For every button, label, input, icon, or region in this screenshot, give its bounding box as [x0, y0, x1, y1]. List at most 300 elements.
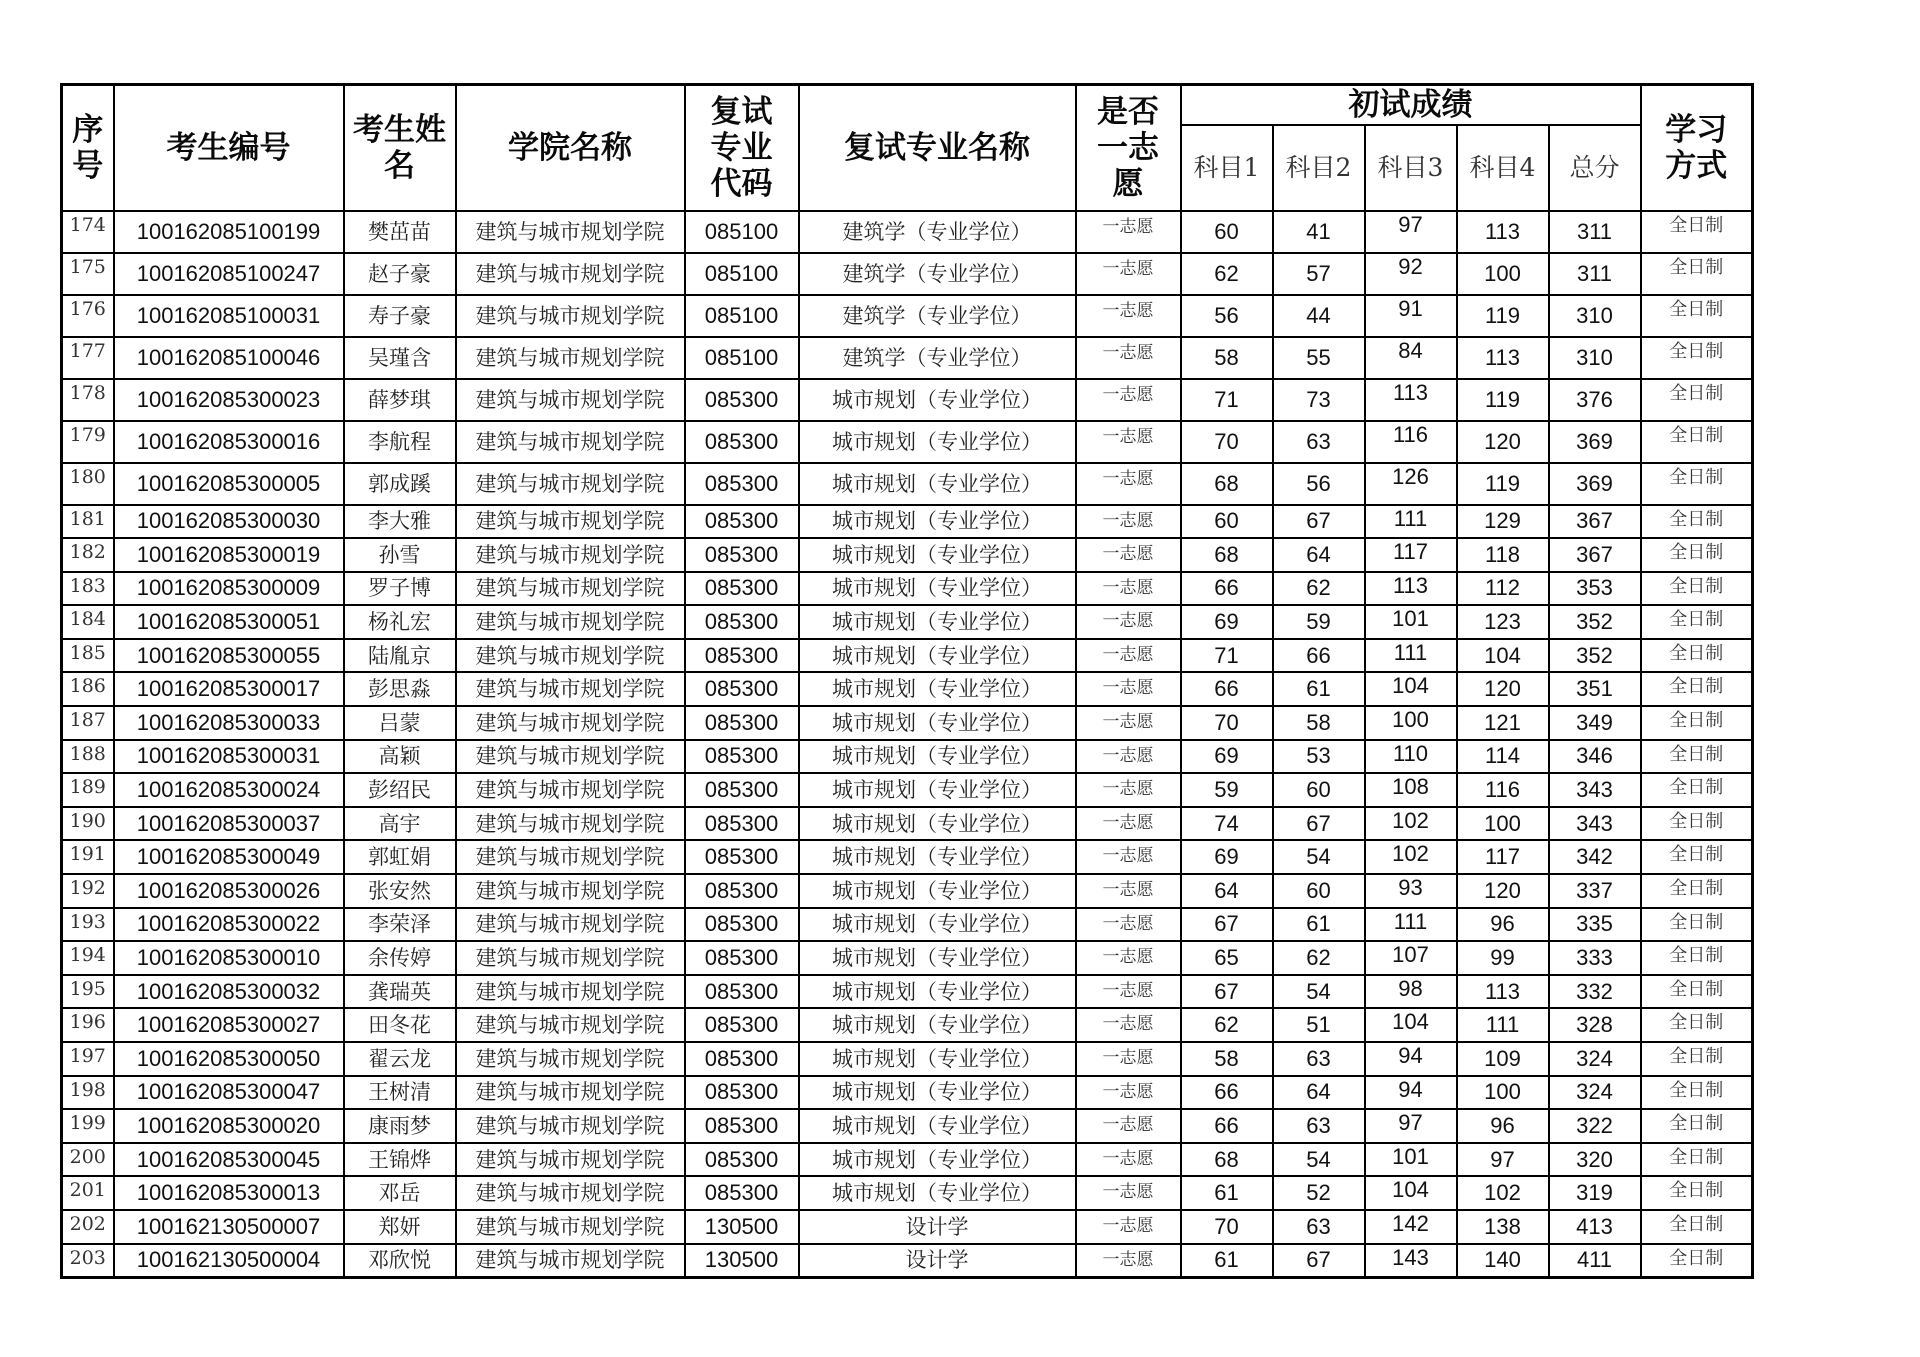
- cell-subject3: 94: [1365, 1042, 1457, 1076]
- cell-subject1: 69: [1181, 605, 1273, 639]
- cell-no: 185: [62, 639, 114, 673]
- cell-major-name: 城市规划（专业学位）: [799, 975, 1076, 1009]
- cell-subject1: 70: [1181, 706, 1273, 740]
- cell-study-mode: 全日制: [1641, 773, 1753, 807]
- cell-no: 187: [62, 706, 114, 740]
- cell-name: 吴瑾含: [344, 337, 456, 379]
- cell-subject4: 100: [1457, 253, 1549, 295]
- cell-total: 346: [1549, 740, 1641, 774]
- table-row: [62, 1076, 1753, 1110]
- cell-subject3: 117: [1365, 538, 1457, 572]
- cell-no: 195: [62, 975, 114, 1009]
- table-row: [62, 740, 1753, 774]
- cell-college: 建筑与城市规划学院: [456, 1008, 685, 1042]
- cell-subject1: 69: [1181, 840, 1273, 874]
- cell-exam-id: 100162085300010: [114, 941, 344, 975]
- cell-subject1: 68: [1181, 1143, 1273, 1177]
- cell-study-mode: 全日制: [1641, 463, 1753, 505]
- cell-subject2: 57: [1273, 253, 1365, 295]
- cell-total: 349: [1549, 706, 1641, 740]
- cell-study-mode: 全日制: [1641, 379, 1753, 421]
- cell-name: 李大雅: [344, 505, 456, 539]
- cell-college: 建筑与城市规划学院: [456, 773, 685, 807]
- cell-subject4: 100: [1457, 807, 1549, 841]
- table-row: [62, 295, 1753, 337]
- cell-major-code: 085300: [685, 463, 799, 505]
- cell-exam-id: 100162085100046: [114, 337, 344, 379]
- table-row: [62, 1109, 1753, 1143]
- cell-study-mode: 全日制: [1641, 840, 1753, 874]
- table-body: [62, 211, 1753, 1278]
- cell-college: 建筑与城市规划学院: [456, 1143, 685, 1177]
- table-row: [62, 337, 1753, 379]
- cell-subject1: 59: [1181, 773, 1273, 807]
- cell-no: 201: [62, 1176, 114, 1210]
- cell-major-code: 085300: [685, 941, 799, 975]
- cell-subject2: 56: [1273, 463, 1365, 505]
- cell-subject1: 58: [1181, 1042, 1273, 1076]
- cell-no: 193: [62, 908, 114, 942]
- cell-no: 191: [62, 840, 114, 874]
- cell-college: 建筑与城市规划学院: [456, 706, 685, 740]
- cell-name: 王树清: [344, 1076, 456, 1110]
- cell-subject3: 104: [1365, 672, 1457, 706]
- table-row: [62, 807, 1753, 841]
- cell-no: 200: [62, 1143, 114, 1177]
- cell-subject3: 97: [1365, 211, 1457, 253]
- cell-name: 李航程: [344, 421, 456, 463]
- cell-study-mode: 全日制: [1641, 295, 1753, 337]
- cell-major-name: 城市规划（专业学位）: [799, 941, 1076, 975]
- cell-major-code: 085300: [685, 706, 799, 740]
- cell-subject3: 113: [1365, 572, 1457, 606]
- cell-total: 320: [1549, 1143, 1641, 1177]
- cell-no: 178: [62, 379, 114, 421]
- cell-first-choice: 一志愿: [1076, 941, 1181, 975]
- cell-major-name: 建筑学（专业学位）: [799, 337, 1076, 379]
- cell-major-name: 城市规划（专业学位）: [799, 639, 1076, 673]
- table-row: [62, 605, 1753, 639]
- cell-name: 王锦烨: [344, 1143, 456, 1177]
- cell-subject2: 63: [1273, 1109, 1365, 1143]
- cell-first-choice: 一志愿: [1076, 1176, 1181, 1210]
- cell-study-mode: 全日制: [1641, 874, 1753, 908]
- cell-subject1: 66: [1181, 672, 1273, 706]
- cell-study-mode: 全日制: [1641, 505, 1753, 539]
- cell-subject3: 143: [1365, 1244, 1457, 1278]
- cell-name: 郭成蹊: [344, 463, 456, 505]
- table-row: [62, 639, 1753, 673]
- cell-major-code: 130500: [685, 1210, 799, 1244]
- cell-major-code: 085300: [685, 538, 799, 572]
- cell-exam-id: 100162085300047: [114, 1076, 344, 1110]
- cell-subject2: 67: [1273, 505, 1365, 539]
- cell-first-choice: 一志愿: [1076, 975, 1181, 1009]
- cell-subject3: 101: [1365, 1143, 1457, 1177]
- cell-first-choice: 一志愿: [1076, 211, 1181, 253]
- cell-no: 181: [62, 505, 114, 539]
- table-row: [62, 253, 1753, 295]
- table-row: [62, 538, 1753, 572]
- cell-study-mode: 全日制: [1641, 572, 1753, 606]
- table-row: [62, 908, 1753, 942]
- cell-study-mode: 全日制: [1641, 253, 1753, 295]
- cell-college: 建筑与城市规划学院: [456, 1210, 685, 1244]
- cell-study-mode: 全日制: [1641, 1008, 1753, 1042]
- cell-name: 郭虹娟: [344, 840, 456, 874]
- table-row: [62, 421, 1753, 463]
- cell-subject2: 59: [1273, 605, 1365, 639]
- cell-subject1: 60: [1181, 505, 1273, 539]
- cell-subject3: 107: [1365, 941, 1457, 975]
- cell-subject3: 102: [1365, 807, 1457, 841]
- cell-first-choice: 一志愿: [1076, 253, 1181, 295]
- cell-total: 353: [1549, 572, 1641, 606]
- cell-major-code: 085300: [685, 740, 799, 774]
- cell-subject4: 102: [1457, 1176, 1549, 1210]
- cell-subject1: 70: [1181, 1210, 1273, 1244]
- cell-first-choice: 一志愿: [1076, 1109, 1181, 1143]
- header-major-code: 复试专业代码: [685, 85, 799, 211]
- cell-exam-id: 100162085300033: [114, 706, 344, 740]
- cell-major-name: 建筑学（专业学位）: [799, 211, 1076, 253]
- header-subject1: 科目1: [1181, 125, 1273, 211]
- cell-first-choice: 一志愿: [1076, 1244, 1181, 1278]
- table-row: [62, 505, 1753, 539]
- cell-name: 田冬花: [344, 1008, 456, 1042]
- cell-college: 建筑与城市规划学院: [456, 908, 685, 942]
- cell-major-name: 城市规划（专业学位）: [799, 605, 1076, 639]
- cell-no: 194: [62, 941, 114, 975]
- cell-subject3: 116: [1365, 421, 1457, 463]
- cell-subject4: 118: [1457, 538, 1549, 572]
- table-row: [62, 874, 1753, 908]
- cell-no: 176: [62, 295, 114, 337]
- cell-subject1: 71: [1181, 379, 1273, 421]
- cell-no: 175: [62, 253, 114, 295]
- cell-name: 邓欣悦: [344, 1244, 456, 1278]
- cell-first-choice: 一志愿: [1076, 773, 1181, 807]
- cell-name: 余传婷: [344, 941, 456, 975]
- cell-name: 翟云龙: [344, 1042, 456, 1076]
- cell-major-code: 085300: [685, 505, 799, 539]
- cell-total: 311: [1549, 211, 1641, 253]
- cell-college: 建筑与城市规划学院: [456, 505, 685, 539]
- cell-total: 311: [1549, 253, 1641, 295]
- cell-first-choice: 一志愿: [1076, 538, 1181, 572]
- cell-no: 198: [62, 1076, 114, 1110]
- cell-college: 建筑与城市规划学院: [456, 807, 685, 841]
- cell-exam-id: 100162085300030: [114, 505, 344, 539]
- cell-college: 建筑与城市规划学院: [456, 538, 685, 572]
- cell-name: 李荣泽: [344, 908, 456, 942]
- cell-major-code: 085300: [685, 874, 799, 908]
- cell-study-mode: 全日制: [1641, 706, 1753, 740]
- cell-exam-id: 100162130500007: [114, 1210, 344, 1244]
- header-subject4: 科目4: [1457, 125, 1549, 211]
- cell-name: 高颖: [344, 740, 456, 774]
- cell-college: 建筑与城市规划学院: [456, 421, 685, 463]
- cell-subject3: 100: [1365, 706, 1457, 740]
- cell-major-name: 城市规划（专业学位）: [799, 706, 1076, 740]
- header-major-name: 复试专业名称: [799, 85, 1076, 211]
- cell-subject2: 54: [1273, 1143, 1365, 1177]
- cell-subject3: 101: [1365, 605, 1457, 639]
- cell-subject3: 104: [1365, 1008, 1457, 1042]
- cell-major-code: 085300: [685, 1008, 799, 1042]
- cell-college: 建筑与城市规划学院: [456, 740, 685, 774]
- cell-name: 邓岳: [344, 1176, 456, 1210]
- cell-major-code: 085100: [685, 253, 799, 295]
- cell-subject3: 113: [1365, 379, 1457, 421]
- cell-major-code: 085300: [685, 908, 799, 942]
- table-row: [62, 1008, 1753, 1042]
- cell-subject1: 71: [1181, 639, 1273, 673]
- cell-total: 413: [1549, 1210, 1641, 1244]
- cell-subject4: 112: [1457, 572, 1549, 606]
- cell-exam-id: 100162085300020: [114, 1109, 344, 1143]
- table-header: [62, 85, 1753, 211]
- cell-subject1: 74: [1181, 807, 1273, 841]
- table-row: [62, 1244, 1753, 1278]
- cell-study-mode: 全日制: [1641, 908, 1753, 942]
- cell-name: 康雨梦: [344, 1109, 456, 1143]
- cell-first-choice: 一志愿: [1076, 874, 1181, 908]
- cell-total: 351: [1549, 672, 1641, 706]
- cell-subject4: 140: [1457, 1244, 1549, 1278]
- cell-subject3: 84: [1365, 337, 1457, 379]
- cell-study-mode: 全日制: [1641, 605, 1753, 639]
- cell-exam-id: 100162085100199: [114, 211, 344, 253]
- cell-subject4: 116: [1457, 773, 1549, 807]
- table-row: [62, 463, 1753, 505]
- cell-total: 319: [1549, 1176, 1641, 1210]
- cell-major-code: 085300: [685, 975, 799, 1009]
- table-row: [62, 572, 1753, 606]
- cell-first-choice: 一志愿: [1076, 672, 1181, 706]
- cell-exam-id: 100162085300051: [114, 605, 344, 639]
- cell-subject2: 41: [1273, 211, 1365, 253]
- cell-subject4: 113: [1457, 975, 1549, 1009]
- cell-major-code: 085300: [685, 379, 799, 421]
- cell-college: 建筑与城市规划学院: [456, 337, 685, 379]
- cell-study-mode: 全日制: [1641, 421, 1753, 463]
- cell-subject2: 67: [1273, 807, 1365, 841]
- cell-major-name: 城市规划（专业学位）: [799, 672, 1076, 706]
- cell-major-code: 085100: [685, 337, 799, 379]
- cell-subject1: 61: [1181, 1244, 1273, 1278]
- cell-major-code: 085300: [685, 1042, 799, 1076]
- cell-subject1: 62: [1181, 253, 1273, 295]
- cell-study-mode: 全日制: [1641, 807, 1753, 841]
- cell-major-code: 085300: [685, 572, 799, 606]
- cell-total: 343: [1549, 807, 1641, 841]
- cell-subject2: 62: [1273, 572, 1365, 606]
- header-exam-id: 考生编号: [114, 85, 344, 211]
- cell-name: 吕蒙: [344, 706, 456, 740]
- cell-major-code: 085300: [685, 1076, 799, 1110]
- cell-subject2: 60: [1273, 773, 1365, 807]
- cell-total: 367: [1549, 538, 1641, 572]
- cell-subject4: 129: [1457, 505, 1549, 539]
- cell-exam-id: 100162085300026: [114, 874, 344, 908]
- cell-no: 184: [62, 605, 114, 639]
- cell-major-name: 城市规划（专业学位）: [799, 1143, 1076, 1177]
- cell-subject1: 65: [1181, 941, 1273, 975]
- cell-subject2: 66: [1273, 639, 1365, 673]
- cell-exam-id: 100162085300027: [114, 1008, 344, 1042]
- cell-total: 324: [1549, 1042, 1641, 1076]
- cell-subject4: 120: [1457, 421, 1549, 463]
- cell-no: 197: [62, 1042, 114, 1076]
- cell-name: 薛梦琪: [344, 379, 456, 421]
- cell-name: 郑妍: [344, 1210, 456, 1244]
- cell-study-mode: 全日制: [1641, 1076, 1753, 1110]
- cell-college: 建筑与城市规划学院: [456, 211, 685, 253]
- cell-major-name: 城市规划（专业学位）: [799, 1176, 1076, 1210]
- cell-study-mode: 全日制: [1641, 337, 1753, 379]
- cell-major-code: 085300: [685, 605, 799, 639]
- cell-college: 建筑与城市规划学院: [456, 941, 685, 975]
- cell-no: 188: [62, 740, 114, 774]
- cell-subject1: 69: [1181, 740, 1273, 774]
- cell-major-code: 085300: [685, 421, 799, 463]
- cell-subject3: 126: [1365, 463, 1457, 505]
- cell-study-mode: 全日制: [1641, 1176, 1753, 1210]
- cell-exam-id: 100162085300045: [114, 1143, 344, 1177]
- cell-study-mode: 全日制: [1641, 1244, 1753, 1278]
- cell-major-code: 085300: [685, 773, 799, 807]
- table-row: [62, 941, 1753, 975]
- cell-total: 369: [1549, 463, 1641, 505]
- cell-college: 建筑与城市规划学院: [456, 874, 685, 908]
- cell-no: 186: [62, 672, 114, 706]
- cell-major-name: 设计学: [799, 1210, 1076, 1244]
- cell-first-choice: 一志愿: [1076, 572, 1181, 606]
- cell-subject3: 97: [1365, 1109, 1457, 1143]
- cell-major-code: 085300: [685, 639, 799, 673]
- cell-total: 376: [1549, 379, 1641, 421]
- cell-subject3: 94: [1365, 1076, 1457, 1110]
- cell-name: 孙雪: [344, 538, 456, 572]
- cell-subject2: 44: [1273, 295, 1365, 337]
- cell-major-code: 085300: [685, 1109, 799, 1143]
- cell-exam-id: 100162085300022: [114, 908, 344, 942]
- cell-subject3: 104: [1365, 1176, 1457, 1210]
- cell-major-code: 085300: [685, 1143, 799, 1177]
- cell-subject1: 64: [1181, 874, 1273, 908]
- cell-study-mode: 全日制: [1641, 740, 1753, 774]
- cell-subject3: 111: [1365, 639, 1457, 673]
- header-college: 学院名称: [456, 85, 685, 211]
- cell-total: 322: [1549, 1109, 1641, 1143]
- cell-first-choice: 一志愿: [1076, 740, 1181, 774]
- cell-college: 建筑与城市规划学院: [456, 1109, 685, 1143]
- cell-name: 赵子豪: [344, 253, 456, 295]
- cell-subject2: 61: [1273, 672, 1365, 706]
- cell-exam-id: 100162085300013: [114, 1176, 344, 1210]
- header-initial-scores: 初试成绩: [1181, 85, 1641, 125]
- cell-first-choice: 一志愿: [1076, 505, 1181, 539]
- cell-study-mode: 全日制: [1641, 639, 1753, 673]
- table-row: [62, 773, 1753, 807]
- cell-total: 310: [1549, 295, 1641, 337]
- cell-exam-id: 100162085300019: [114, 538, 344, 572]
- cell-college: 建筑与城市规划学院: [456, 463, 685, 505]
- cell-subject2: 64: [1273, 538, 1365, 572]
- table-row: [62, 211, 1753, 253]
- cell-exam-id: 100162085300032: [114, 975, 344, 1009]
- cell-name: 樊茁苗: [344, 211, 456, 253]
- cell-study-mode: 全日制: [1641, 538, 1753, 572]
- cell-subject4: 100: [1457, 1076, 1549, 1110]
- cell-no: 202: [62, 1210, 114, 1244]
- cell-major-name: 城市规划（专业学位）: [799, 908, 1076, 942]
- header-name: 考生姓名: [344, 85, 456, 211]
- cell-subject1: 68: [1181, 538, 1273, 572]
- cell-subject4: 123: [1457, 605, 1549, 639]
- cell-subject4: 114: [1457, 740, 1549, 774]
- cell-no: 190: [62, 807, 114, 841]
- cell-major-name: 城市规划（专业学位）: [799, 463, 1076, 505]
- cell-college: 建筑与城市规划学院: [456, 1176, 685, 1210]
- cell-college: 建筑与城市规划学院: [456, 975, 685, 1009]
- cell-exam-id: 100162085300037: [114, 807, 344, 841]
- cell-no: 177: [62, 337, 114, 379]
- cell-study-mode: 全日制: [1641, 975, 1753, 1009]
- cell-subject1: 68: [1181, 463, 1273, 505]
- cell-name: 龚瑞英: [344, 975, 456, 1009]
- cell-study-mode: 全日制: [1641, 672, 1753, 706]
- header-total: 总分: [1549, 125, 1641, 211]
- cell-total: 411: [1549, 1244, 1641, 1278]
- cell-subject4: 119: [1457, 379, 1549, 421]
- cell-subject3: 91: [1365, 295, 1457, 337]
- cell-study-mode: 全日制: [1641, 1143, 1753, 1177]
- cell-subject2: 58: [1273, 706, 1365, 740]
- cell-total: 310: [1549, 337, 1641, 379]
- cell-first-choice: 一志愿: [1076, 1210, 1181, 1244]
- cell-major-name: 城市规划（专业学位）: [799, 421, 1076, 463]
- cell-major-code: 085100: [685, 295, 799, 337]
- cell-major-name: 城市规划（专业学位）: [799, 840, 1076, 874]
- cell-subject3: 92: [1365, 253, 1457, 295]
- cell-subject1: 60: [1181, 211, 1273, 253]
- cell-total: 342: [1549, 840, 1641, 874]
- cell-no: 174: [62, 211, 114, 253]
- cell-total: 367: [1549, 505, 1641, 539]
- cell-exam-id: 100162130500004: [114, 1244, 344, 1278]
- cell-subject4: 111: [1457, 1008, 1549, 1042]
- cell-subject1: 70: [1181, 421, 1273, 463]
- cell-subject2: 63: [1273, 1210, 1365, 1244]
- cell-first-choice: 一志愿: [1076, 1076, 1181, 1110]
- score-table: [60, 83, 1754, 1279]
- cell-exam-id: 100162085300023: [114, 379, 344, 421]
- cell-name: 彭思淼: [344, 672, 456, 706]
- cell-subject2: 67: [1273, 1244, 1365, 1278]
- cell-study-mode: 全日制: [1641, 1210, 1753, 1244]
- cell-total: 335: [1549, 908, 1641, 942]
- cell-major-name: 城市规划（专业学位）: [799, 740, 1076, 774]
- cell-subject4: 117: [1457, 840, 1549, 874]
- cell-subject3: 110: [1365, 740, 1457, 774]
- cell-subject3: 142: [1365, 1210, 1457, 1244]
- cell-major-name: 设计学: [799, 1244, 1076, 1278]
- cell-subject3: 93: [1365, 874, 1457, 908]
- cell-college: 建筑与城市规划学院: [456, 672, 685, 706]
- cell-total: 343: [1549, 773, 1641, 807]
